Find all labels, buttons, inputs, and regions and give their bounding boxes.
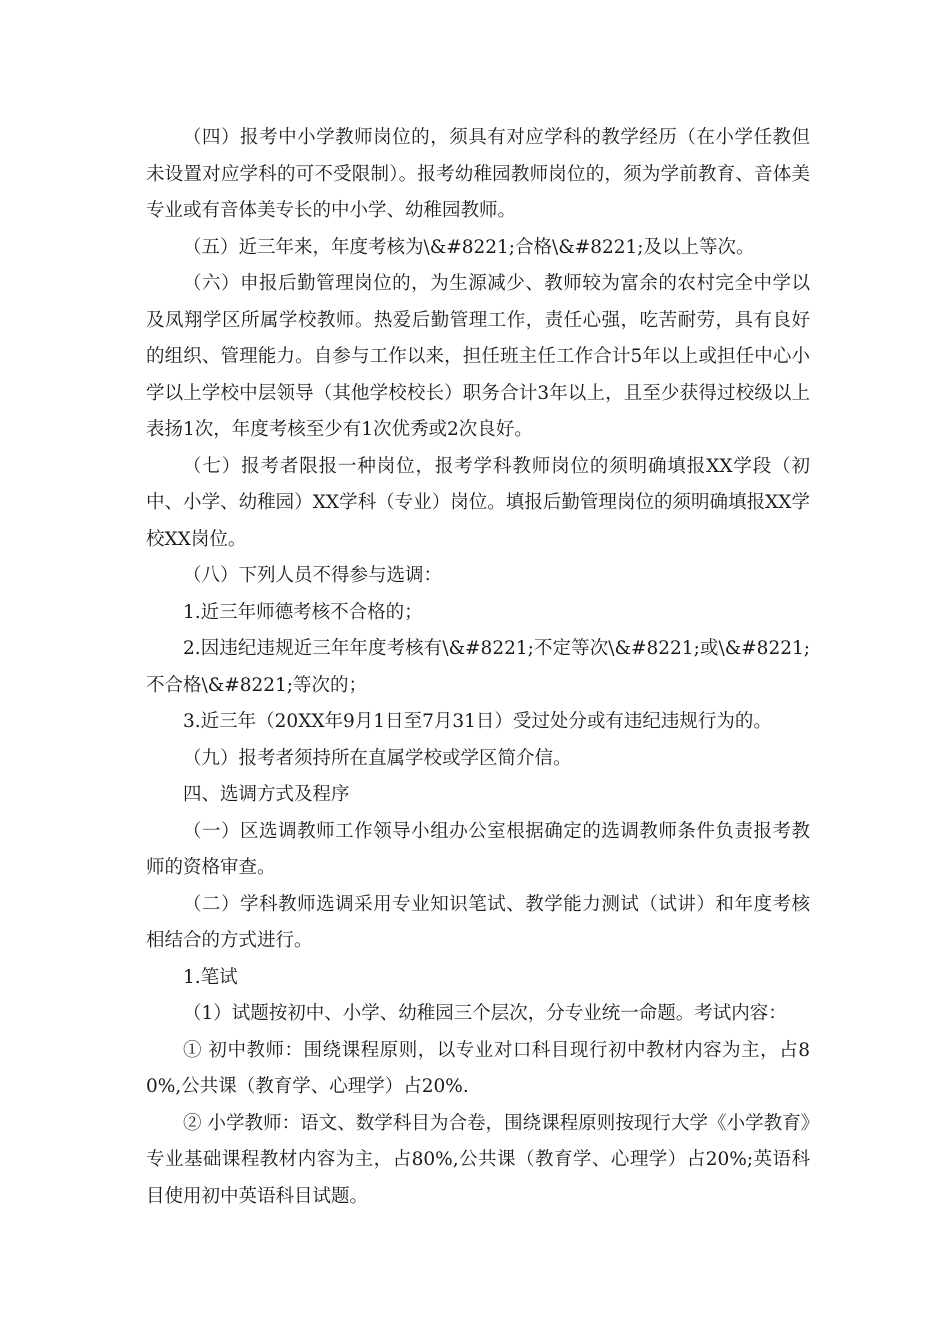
excluded-item-3: 3.近三年（20XX年9月1日至7月31日）受过处分或有违纪违规行为的。: [183, 711, 772, 732]
document-body: [146, 120, 810, 1215]
paragraph-8-excluded-heading: （八）下列人员不得参与选调：: [183, 565, 443, 586]
procedure-2-selection-method: （二）学科教师选调采用专业知识笔试、教学能力测试（试讲）和年度考核相结合的方式进行。: [146, 893, 810, 951]
paragraph-7-single-post: （七）报考者限报一种岗位，报考学科教师岗位的须明确填报XX学段（初中、小学、幼稚园）XX学科（专业）岗位。填报后勤管理岗位的须明确填报XX学校XX岗位。: [146, 455, 810, 550]
excluded-item-1: 1.近三年师德考核不合格的；: [183, 601, 423, 623]
excluded-item-2: 2.因违纪违规近三年年度考核有\&#8221;不定等次\&#8221;或\&#8221;不合格\&#8221;等次的；: [146, 638, 810, 696]
paragraph-4-teaching-experience: （四）报考中小学教师岗位的，须具有对应学科的教学经历（在小学任教但未设置对应学科的可不受限制）。报考幼稚园教师岗位的，须为学前教育、音体美专业或有音体美专长的中小学、幼稚园教师。: [146, 127, 810, 221]
exam-primary-teacher: ② 小学教师：语文、数学科目为合卷，围绕课程原则按现行大学《小学教育》专业基础课程教材内容为主，占80%,公共课（教育学、心理学）占20%;英语科目使用初中英语科目试题。: [146, 1112, 810, 1207]
paragraph-6-logistics-post: （六）申报后勤管理岗位的，为生源减少、教师较为富余的农村完全中学以及凤翔学区所属学校教师。热爱后勤管理工作，责任心强，吃苦耐劳，具有良好的组织、管理能力。自参与工作以来，担任班主任工作合计5年以上或担任中心小学以上学校中层领导（其他学校校长）职务合计3年以上，且至少获得过校级以上表扬1次，年度考核至少有1次优秀或2次良好。: [146, 273, 810, 440]
section-heading-4: 四、选调方式及程序: [183, 784, 350, 805]
exam-item-1: （1）试题按初中、小学、幼稚园三个层次，分专业统一命题。考试内容：: [183, 1003, 787, 1024]
procedure-1-qualification-review: （一）区选调教师工作领导小组办公室根据确定的选调教师条件负责报考教师的资格审查。: [146, 820, 810, 878]
exam-junior-teacher: ① 初中教师：围绕课程原则，以专业对口科目现行初中教材内容为主，占80%,公共课（教育学、心理学）占20%.: [146, 1039, 810, 1097]
paragraph-9-introduction-letter: （九）报考者须持所在直属学校或学区简介信。: [183, 747, 572, 769]
subheading-written-exam: 1.笔试: [183, 966, 238, 988]
paragraph-5-annual-assessment: （五）近三年来，年度考核为\&#8221;合格\&#8221;及以上等次。: [183, 236, 755, 258]
